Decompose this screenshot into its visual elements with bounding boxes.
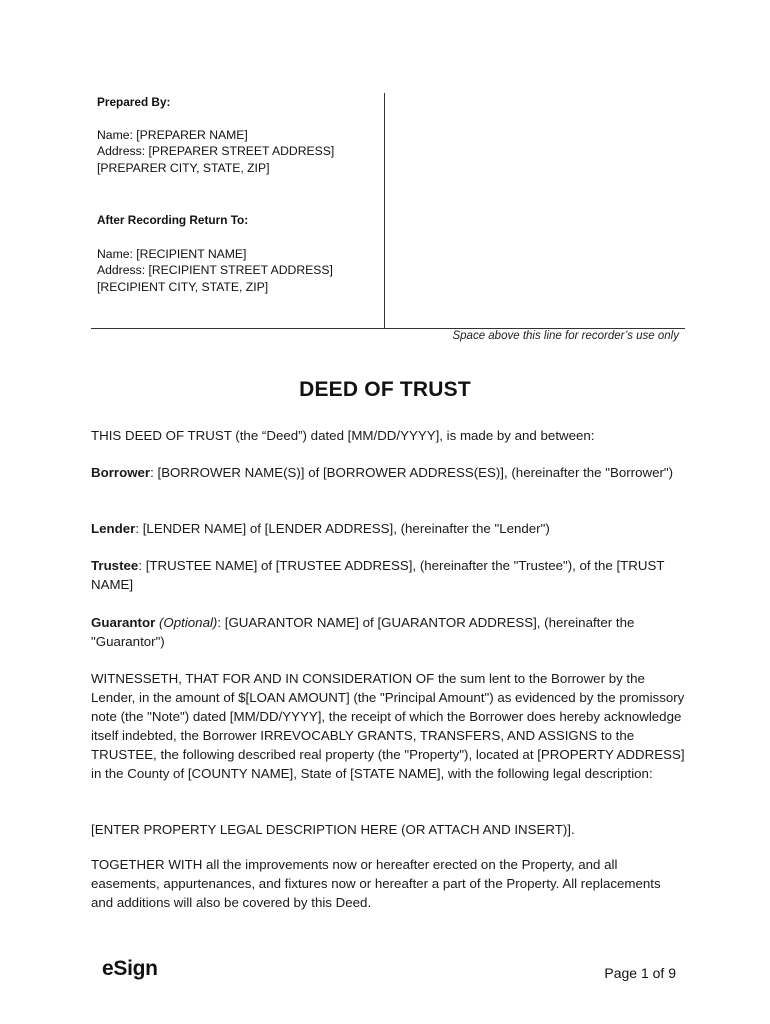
recorder-note: Space above this line for recorder’s use only bbox=[452, 330, 679, 342]
trustee-text: : [TRUSTEE NAME] of [TRUSTEE ADDRESS], (hereinafter the "Trustee"), of the [TRUST NAME] bbox=[91, 558, 665, 592]
prepared-by-label: Prepared By: bbox=[97, 95, 171, 109]
guarantor-paragraph bbox=[91, 613, 686, 651]
recipient-name: Name: [RECIPIENT NAME] bbox=[97, 247, 247, 261]
lender-text: : [LENDER NAME] of [LENDER ADDRESS], (hereinafter the "Lender") bbox=[135, 521, 550, 536]
borrower-paragraph bbox=[91, 463, 686, 482]
lender-paragraph bbox=[91, 519, 686, 538]
preparer-block bbox=[97, 94, 382, 295]
return-to-label: After Recording Return To: bbox=[97, 213, 249, 227]
guarantor-text: : [GUARANTOR NAME] of [GUARANTOR ADDRESS], (hereinafter the "Guarantor") bbox=[91, 615, 635, 649]
trustee-label: Trustee bbox=[91, 558, 139, 573]
preparer-address: Address: [PREPARER STREET ADDRESS] bbox=[97, 144, 335, 158]
borrower-text: : [BORROWER NAME(S)] of [BORROWER ADDRESS(ES)], (hereinafter the "Borrower") bbox=[150, 465, 674, 480]
recorder-line bbox=[91, 328, 685, 329]
page-number: Page 1 of 9 bbox=[604, 965, 676, 981]
recipient-address: Address: [RECIPIENT STREET ADDRESS] bbox=[97, 263, 333, 277]
esign-logo: eSign bbox=[102, 957, 158, 980]
together-with-paragraph: TOGETHER WITH all the improvements now or hereafter erected on the Property, and all easements, appurtenances, and fixtures now or hereafter a part of the Property. All replacements and additions will also be covered by this Deed. bbox=[91, 857, 661, 910]
witnesseth-paragraph: WITNESSETH, THAT FOR AND IN CONSIDERATION OF the sum lent to the Borrower by the Lender, in the amount of $[LOAN AMOUNT] (the "Principal Amount") as evidenced by the promissory note (the "Note") dated [MM/DD/YYYY], the receipt of which the Borrower does hereby acknowledge itself indebted, the Borrower IRREVOCABLY GRANTS, TRANSFERS, AND ASSIGNS to the TRUSTEE, the following described real property (the "Property"), located at [PROPERTY ADDRESS] in the County of [COUNTY NAME], State of [STATE NAME], with the following legal description: bbox=[91, 671, 685, 781]
guarantor-optional: (Optional) bbox=[155, 615, 218, 630]
trustee-paragraph bbox=[91, 556, 686, 594]
header-vertical-divider bbox=[384, 93, 385, 329]
lender-label: Lender bbox=[91, 521, 136, 536]
guarantor-label: Guarantor bbox=[91, 615, 156, 630]
preparer-name: Name: [PREPARER NAME] bbox=[97, 128, 248, 142]
intro-paragraph: THIS DEED OF TRUST (the “Deed”) dated [MM/DD/YYYY], is made by and between: bbox=[91, 428, 595, 443]
legal-description: [ENTER PROPERTY LEGAL DESCRIPTION HERE (OR ATTACH AND INSERT)]. bbox=[91, 822, 575, 837]
borrower-label: Borrower bbox=[91, 465, 151, 480]
preparer-city: [PREPARER CITY, STATE, ZIP] bbox=[97, 161, 270, 175]
document-title: DEED OF TRUST bbox=[299, 378, 471, 401]
recipient-city: [RECIPIENT CITY, STATE, ZIP] bbox=[97, 280, 269, 294]
